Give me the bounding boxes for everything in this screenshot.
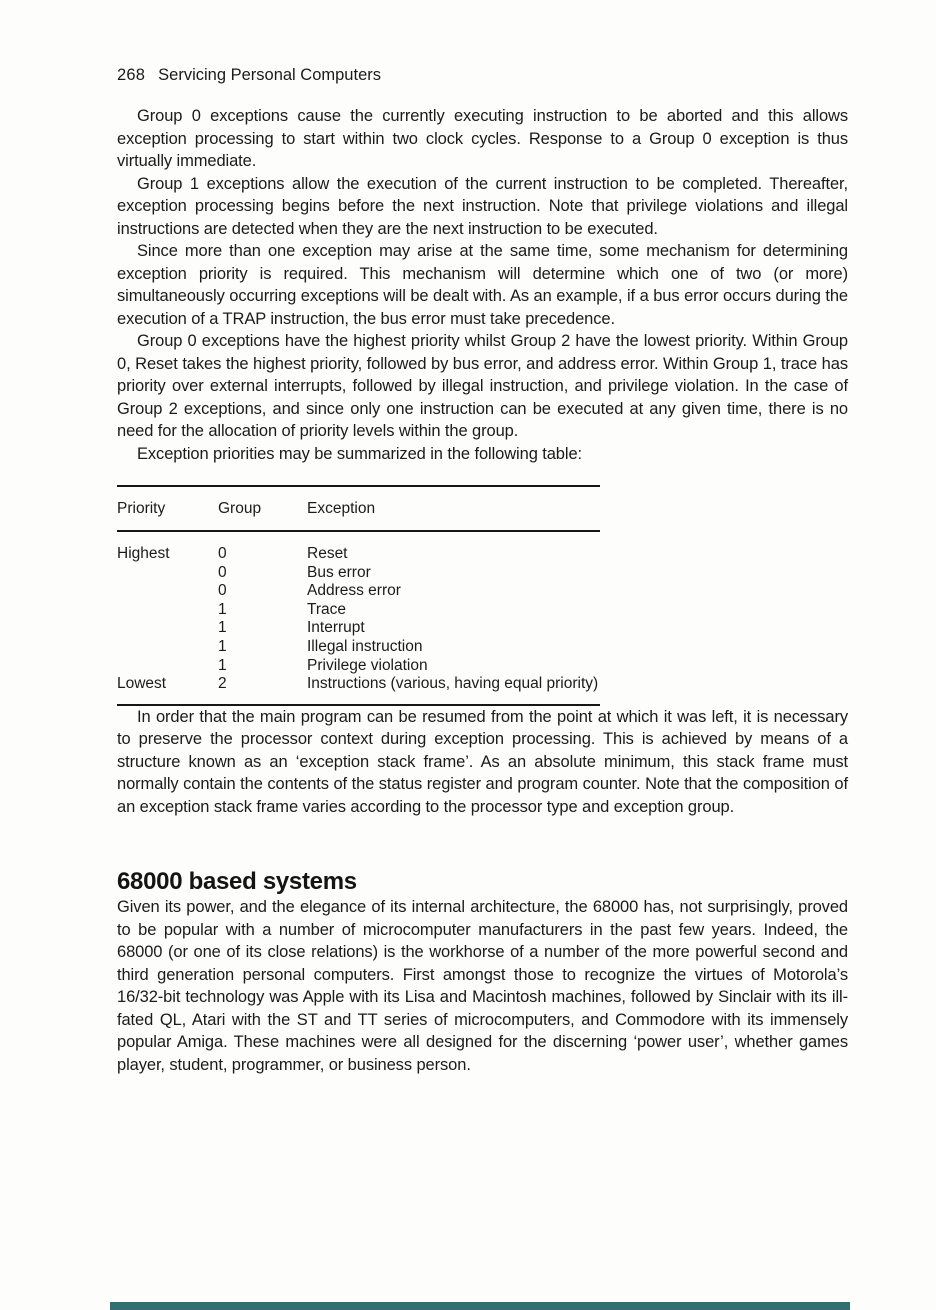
table-header-priority: Priority [117,500,166,517]
cell-exception: Reset [307,545,348,562]
cell-exception: Privilege violation [307,656,428,674]
table-header-exception: Exception [307,500,376,517]
cell-exception: Instructions (various, having equal priority) [307,675,599,693]
paragraph-group1-exceptions: Group 1 exceptions allow the execution of the current instruction to be completed. Thereafter, exception processing begins before the next instruction. Note that privilege violations and illegal instructions are detected when they are the next instruction to be executed. [117,174,848,238]
scan-artifact-bar [110,1302,850,1310]
table-row [117,657,600,676]
cell-group: 1 [218,656,227,674]
table-row [117,564,600,583]
table-row [117,675,600,694]
cell-priority [117,564,218,583]
paragraph-group0-exceptions: Group 0 exceptions cause the currently executing instruction to be aborted and this allows exception processing to start within two clock cycles. Response to a Group 0 exception is thus virtually immediate. [117,107,848,170]
cell-exception: Interrupt [307,619,365,637]
paragraph-stack-frame: In order that the main program can be resumed from the point at which it was left, it is necessary to preserve the processor context during exception processing. This is achieved by means of a structure known as an ‘exception stack frame’. As an absolute minimum, this stack frame must normally contain the contents of the status register and program counter. Note that the composition of an exception stack frame varies according to the processor type and exception group. [117,707,848,816]
table-row [117,601,600,620]
cell-priority [117,619,218,638]
table-row [117,545,600,564]
cell-group: 0 [218,582,227,600]
cell-priority [117,601,218,620]
running-header [117,66,848,85]
body-text-block [117,105,848,465]
exception-priority-table [117,485,600,706]
table-row [117,638,600,657]
cell-priority [117,582,218,601]
table-row [117,619,600,638]
cell-group: 1 [218,637,227,655]
paragraph-exception-priority-mechanism: Since more than one exception may arise at the same time, some mechanism for determining exception priority is required. This mechanism will determine which one of two (or more) simultaneously occurring exceptions will be dealt with. As an example, if a bus error occurs during the execution of a TRAP instruction, the bus error must take precedence. [117,242,848,328]
paragraph-table-intro: Exception priorities may be summarized in the following table: [137,444,583,463]
cell-group: 1 [218,600,227,618]
cell-exception: Trace [307,600,347,618]
cell-group: 2 [218,675,227,693]
cell-group: 0 [218,545,227,562]
cell-exception: Bus error [307,563,371,581]
table-body [117,532,600,704]
cell-exception: Address error [307,582,401,600]
cell-priority [117,657,218,676]
running-header-title: Servicing Personal Computers [158,66,381,84]
paragraph-68000-popularity: Given its power, and the elegance of its internal architecture, the 68000 has, not surprisingly, proved to be popular with a number of microcomputer manufacturers in the past few years. Indeed, the 68000 (or one of its close relations) is the workhorse of a number of the more powerful second and third generation personal computers. First amongst those to recognize the virtues of Motorola’s 16/32-bit technology was Apple with its Lisa and Macintosh machines, followed by Sinclair with its ill-fated QL, Atari with the ST and TT series of microcomputers, and Commodore with its immensely popular Amiga. These machines were all designed for the discerning ‘power user’, whether games player, student, programmer, or business person. [117,898,848,1074]
page-number: 268 [117,66,146,84]
cell-group: 0 [218,563,227,581]
cell-priority: Highest [117,545,170,562]
table-row [117,582,600,601]
cell-priority [117,638,218,657]
section-heading-68000-based-systems: 68000 based systems [117,868,357,896]
cell-priority: Lowest [117,675,167,693]
paragraph-priority-ordering: Group 0 exceptions have the highest priority whilst Group 2 have the lowest priority. Within Group 0, Reset takes the highest priority, followed by bus error, and address error. Within Group 1, trace has priority over external interrupts, followed by illegal instruction, and privilege violation. In the case of Group 2 exceptions, and since only one instruction can be executed at any given time, there is no need for the allocation of priority levels within the group. [117,332,848,440]
cell-exception: Illegal instruction [307,637,423,655]
cell-group: 1 [218,619,227,637]
table-header-row [117,487,600,532]
table-header-group: Group [218,500,262,517]
